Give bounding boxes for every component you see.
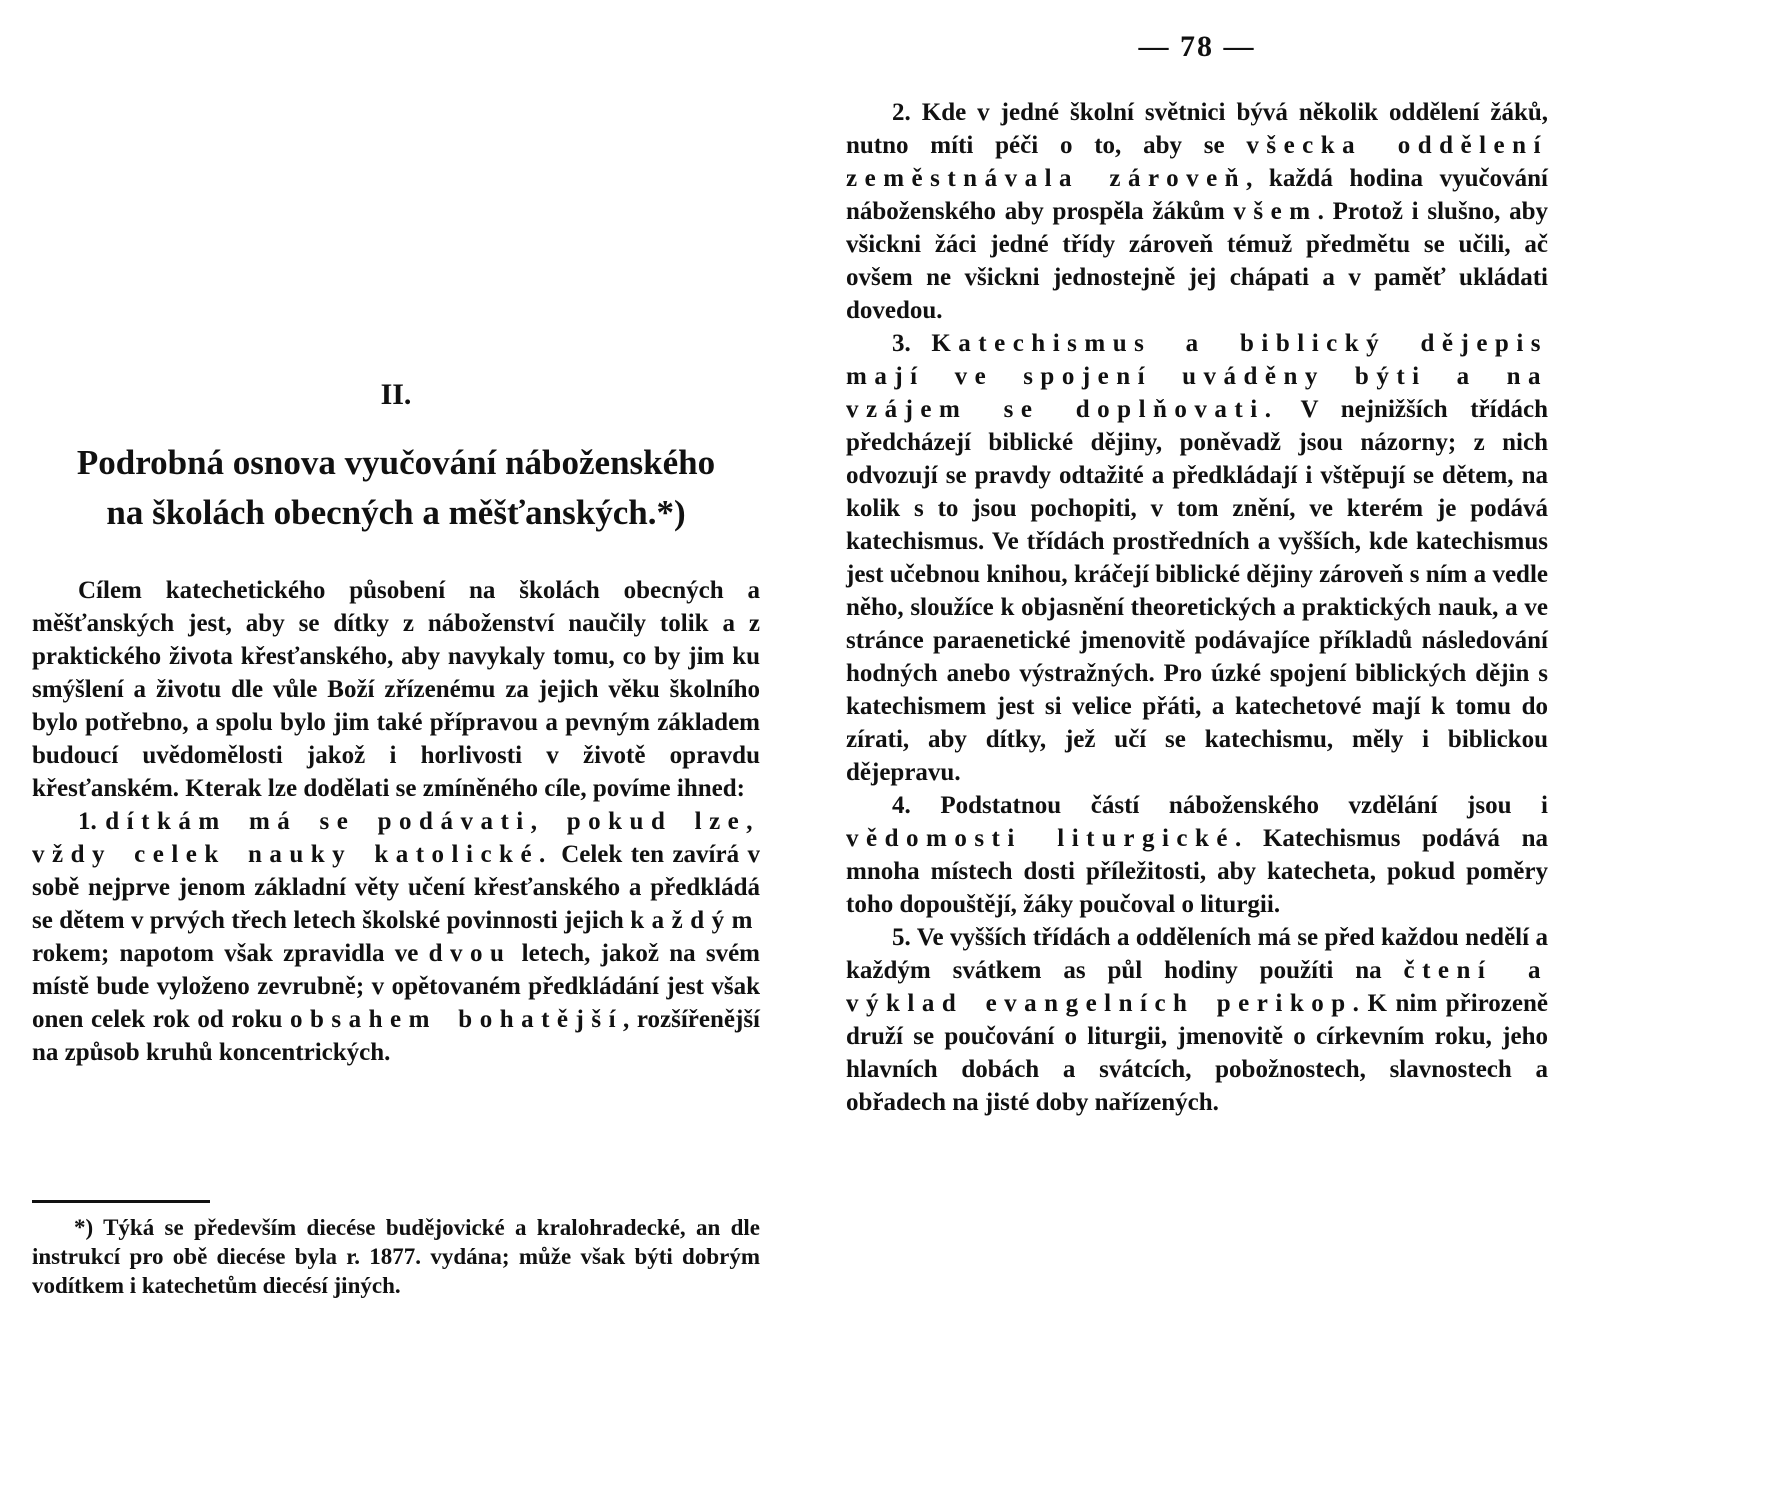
- letterspaced-emphasis: čtení a výklad evangelních perikop: [846, 957, 1548, 1017]
- title-line-1: Podrobná osnova vyučování náboženského: [76, 443, 716, 482]
- text-run: Celek ten zavírá v sobě nejprve jenom základní věty učení křesťanského a předkládá se dětem v prvých třech letech školské povinnosti jejich: [32, 841, 760, 934]
- letterspaced-emphasis: dítkám má se podávati, pokud lze, vždy celek nauky katolické.: [32, 808, 761, 868]
- right-paragraphs: [846, 96, 1548, 1119]
- section-number: II.: [380, 378, 412, 411]
- left-column: [32, 0, 760, 1500]
- text-run: 1.: [78, 808, 106, 835]
- text-run: , každá hodina vyučování náboženského aby prospěla žákům: [846, 165, 1548, 225]
- letterspaced-emphasis: všem: [1233, 198, 1318, 225]
- text-run: V nejnižších třídách předcházejí biblické dějiny, poněvadž jsou názorny; z nich odvozují se pravdy odtažité a předkládají i vštěpují se dětem, na kolik s to jsou pochopiti, v tom znění, ve kterém je podává katechismus. Ve třídách prostředních a vyšších, kde katechismus jest učebnou knihou, kráčejí biblické dějiny zároveň s ním a vedle něho, sloužíce k objasnění theoretických a praktických nauk, a ve stránce paraenetické jmenovitě podávajíce příkladů následování hodných anebo výstražných. Pro úzké spojení biblických dějin s katechismem jest si velice přáti, a katechetové mají k tomu do zírati, aby dítky, jež učí se katechismu, měly i biblickou dějepravu.: [846, 396, 1548, 786]
- text-run: . Katechismus podává na mnoha místech dosti příležitosti, aby katecheta, pokud poměry toho dopouštějí, žáky poučoval o liturgii.: [846, 825, 1548, 918]
- paragraph: [32, 805, 760, 1069]
- letterspaced-emphasis: všecka oddělení zeměstnávala zároveň: [846, 132, 1548, 192]
- letterspaced-emphasis: Katechismus a biblický dějepis mají ve spojení uváděny býti a na vzájem se doplňovati.: [846, 330, 1548, 423]
- letterspaced-emphasis: dvou: [428, 940, 512, 967]
- text-run: 3.: [892, 330, 932, 357]
- title-line-2: na školách obecných a měšťanských.*): [106, 493, 686, 532]
- letterspaced-emphasis: každým: [630, 907, 760, 934]
- right-column: [846, 0, 1548, 1119]
- article-title: [32, 438, 760, 538]
- footnote: [32, 1200, 760, 1500]
- text-run: . K nim přirozeně druží se poučování o liturgii, jmenovitě o církevním roku, jeho hlavních dobách a svátcích, pobožnostech, slavnostech a obřadech na jisté doby nařízených.: [846, 990, 1549, 1116]
- paragraph: [846, 327, 1548, 789]
- footnote-text: *) Týká se především diecése budějovické a kralohradecké, an dle instrukcí pro obě diecése byla r. 1877. vydána; může však býti dobrým vodítkem i katechetům diecésí jiných.: [32, 1215, 760, 1298]
- text-run: rokem; napotom však zpravidla ve: [32, 940, 429, 967]
- paragraph: [846, 921, 1548, 1119]
- letterspaced-emphasis: vědomosti liturgické: [846, 825, 1236, 852]
- paragraph: [846, 789, 1548, 921]
- paragraph: [32, 574, 760, 805]
- text-run: . Protož i slušno, aby všickni žáci jedné třídy zároveň témuž předmětu se učili, ač ovšem ne všickni jednostejně jej chápati a v paměť ukládati dovedou.: [846, 198, 1548, 324]
- text-run: 2. Kde v jedné školní světnici bývá několik oddělení žáků, nutno míti péči o to, aby se: [846, 99, 1548, 159]
- text-run: letech, jakož na svém místě bude vyloženo zevrubně; v opětovaném předkládání jest však onen celek rok od roku: [32, 940, 761, 1033]
- text-run: 5. Ve vyšších třídách a odděleních má se před každou nedělí a každým svátkem as půl hodiny použíti na: [846, 924, 1548, 984]
- footnote-divider: [32, 1200, 210, 1203]
- text-run: 4. Podstatnou částí náboženského vzdělání jsou i: [892, 792, 1548, 819]
- letterspaced-emphasis: obsahem bohatější: [289, 1006, 624, 1033]
- page-number: — 78 —: [1138, 30, 1256, 63]
- text-run: , rozšířenější na způsob kruhů koncentrických.: [32, 1006, 760, 1066]
- paragraph: [846, 96, 1548, 327]
- left-paragraphs: [32, 574, 760, 1069]
- text-run: Cílem katechetického působení na školách obecných a měšťanských jest, aby se dítky z náboženství naučily tolik a z praktického života křesťanského, aby navykaly tomu, co by jim ku smýšlení a životu dle vůle Boží zřízenému za jejich věku školního bylo potřebno, a spolu bylo jim také přípravou a pevným základem budoucí uvědomělosti jakož i horlivosti v životě opravdu křesťanském. Kterak lze dodělati se zmíněného cíle, povíme ihned:: [32, 577, 760, 802]
